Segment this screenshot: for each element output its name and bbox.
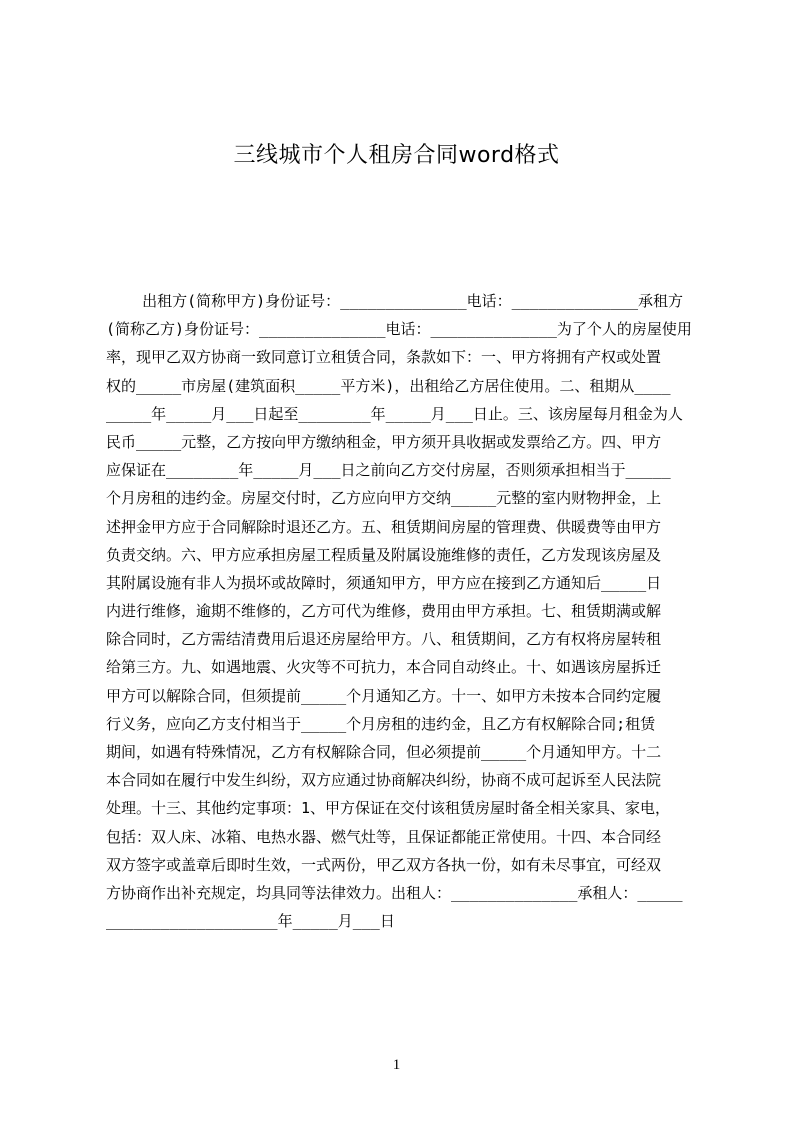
body-line: 负责交纳。六、甲方应承担房屋工程质量及附属设施维修的责任，乙方发现该房屋及 xyxy=(106,545,662,564)
body-line: 除合同时，乙方需结清费用后退还房屋给甲方。八、租赁期间，乙方有权将房屋转租 xyxy=(106,630,662,649)
body-line: 率，现甲乙双方协商一致同意订立租赁合同，条款如下：一、甲方将拥有产权或处置 xyxy=(106,348,662,367)
body-line: 个月房租的违约金。房屋交付时，乙方应向甲方交纳_____元整的室内财物押金，上 xyxy=(106,489,662,508)
body-line: 内进行维修，逾期不维修的，乙方可代为维修，费用由甲方承担。七、租赁期满或解 xyxy=(106,602,662,621)
contract-body xyxy=(106,287,700,935)
body-line: 包括：双人床、冰箱、电热水器、燃气灶等，且保证都能正常使用。十四、本合同经 xyxy=(106,827,662,846)
body-line: 其附属设施有非人为损坏或故障时，须通知甲方，甲方应在接到乙方通知后_____日 xyxy=(106,573,662,592)
body-line: 方协商作出补充规定，均具同等法律效力。出租人：______________承租人：_____ xyxy=(106,883,683,902)
body-line: 处理。十三、其他约定事项：1、甲方保证在交付该租赁房屋时备全相关家具、家电， xyxy=(106,799,671,818)
body-line: 甲方可以解除合同，但须提前_____个月通知乙方。十一、如甲方未按本合同约定履 xyxy=(106,686,662,705)
body-line: 出租方(简称甲方)身份证号：______________电话：______________承租方 xyxy=(106,292,684,310)
body-line: 本合同如在履行中发生纠纷，双方应通过协商解决纠纷，协商不成可起诉至人民法院 xyxy=(106,771,662,790)
body-line: 述押金甲方应于合同解除时退还乙方。五、租赁期间房屋的管理费、供暖费等由甲方 xyxy=(106,517,662,536)
body-line: 权的_____市房屋(建筑面积_____平方米)，出租给乙方居住使用。二、租期从____ xyxy=(106,376,671,395)
body-line: _____年_____月___日起至________年_____月___日止。三、该房屋每月租金为人 xyxy=(106,404,683,423)
body-line: (简称乙方)身份证号：______________电话：______________为了个人的房屋使用 xyxy=(106,320,692,339)
body-line: 行义务，应向乙方支付相当于_____个月房租的违约金，且乙方有权解除合同;租赁 xyxy=(106,714,656,733)
body-line: 期间，如遇有特殊情况，乙方有权解除合同，但必须提前_____个月通知甲方。十二 xyxy=(106,743,662,761)
body-line: 给第三方。九、如遇地震、火灾等不可抗力，本合同自动终止。十、如遇该房屋拆迁 xyxy=(106,658,662,677)
body-line: 双方签字或盖章后即时生效，一式两份，甲乙双方各执一份，如有未尽事宜，可经双 xyxy=(106,855,662,874)
page-number: 1 xyxy=(392,1057,401,1073)
body-line: ___________________年_____月___日 xyxy=(106,912,395,931)
document-title: 三线城市个人租房合同word格式 xyxy=(233,143,560,168)
body-line: 民币_____元整，乙方按向甲方缴纳租金，甲方须开具收据或发票给乙方。四、甲方 xyxy=(106,432,662,451)
body-line: 应保证在________年_____月___日之前向乙方交付房屋，否则须承担相当于_____ xyxy=(106,461,671,480)
